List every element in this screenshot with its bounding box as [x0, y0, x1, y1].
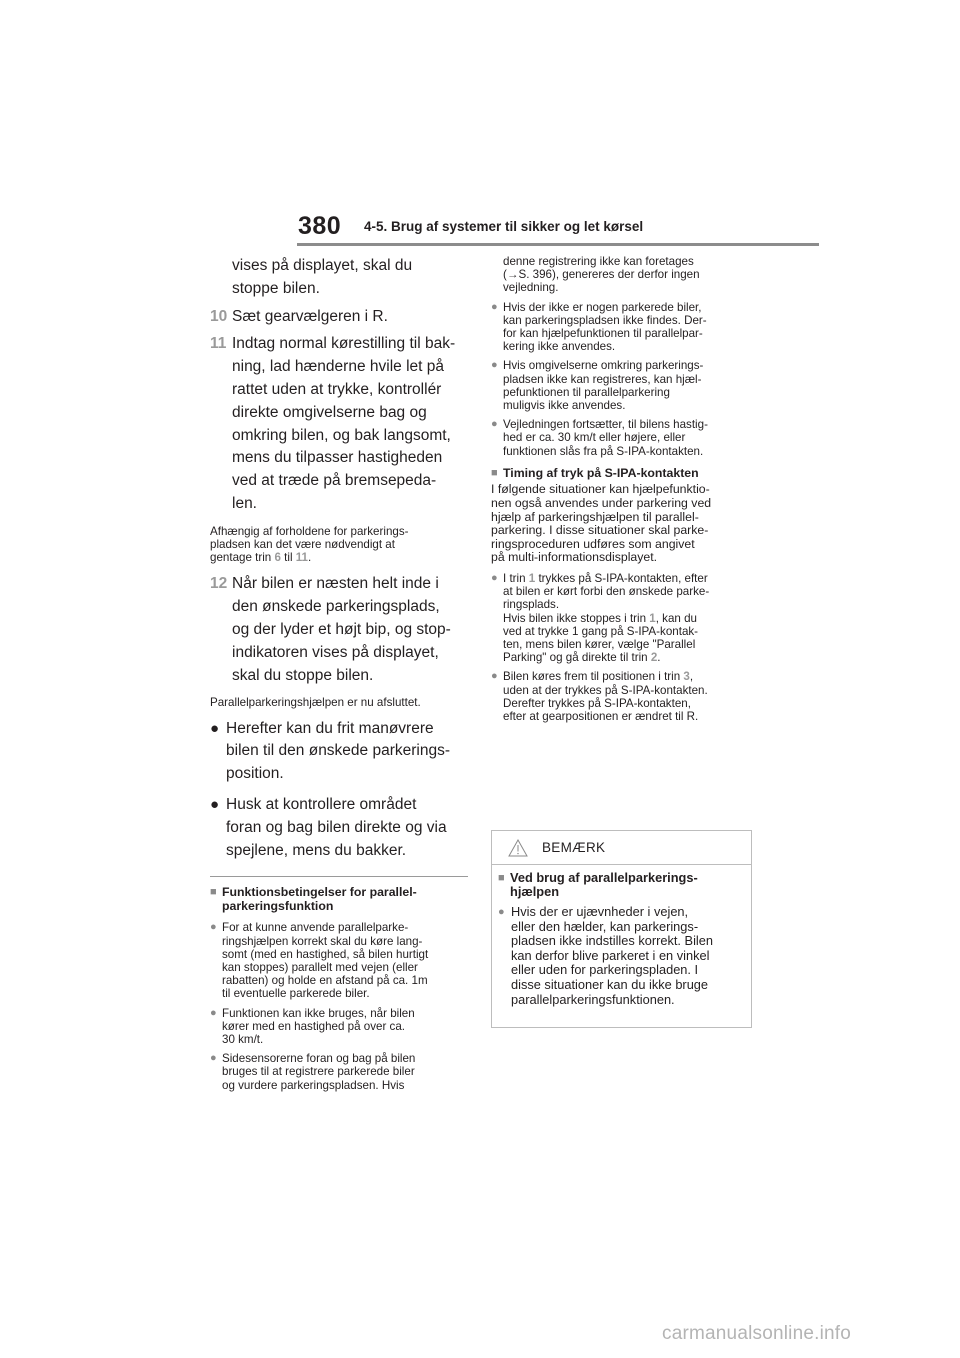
circle-marker: ●	[491, 300, 498, 313]
step-10: 10 Sæt gearvælgeren i R.	[210, 306, 468, 329]
watermark: carmanualsonline.info	[662, 1323, 852, 1344]
square-marker: ■	[491, 466, 498, 479]
continued-text: denne registrering ikke kan foretages (→S. 396), genereres der derfor ingen vejledning.	[503, 255, 700, 295]
condition-item: ● Hvis omgivelserne omkring parkerings- pladsen ikke kan registreres, kan hjæl- pefunktionen til parallelparkering muligvis ikke anvendes.	[491, 359, 704, 413]
circle-marker: ●	[210, 921, 217, 934]
header-rule	[297, 243, 819, 246]
section-title: 4-5. Brug af systemer til sikker og let kørsel	[364, 219, 644, 234]
square-marker: ■	[210, 886, 217, 899]
timing-item: ● I trin 1 trykkes på S-IPA-kontakten, efter at bilen er kørt forbi den ønskede parke- ringsplads. Hvis bilen ikke stoppes i trin 1, kan du ved at trykke 1 gang på S-IPA-kontak- ten, mens bilen kører, vælge "Parallel Parking" og gå direkte til trin 2.	[491, 571, 710, 665]
circle-marker: ●	[491, 418, 498, 431]
circle-marker: ●	[210, 1006, 217, 1019]
circle-marker: ●	[491, 670, 498, 683]
circle-marker: ●	[498, 906, 505, 918]
notice-section-heading: ■ Ved brug af parallelparkerings- hjælpen	[498, 870, 698, 899]
step-number: 12	[210, 575, 228, 593]
circle-marker: ●	[491, 571, 498, 584]
conditions-heading: ■ Funktionsbetingelser for parallel- parkeringsfunktion	[210, 885, 417, 913]
timing-heading: ■ Timing af tryk på S-IPA-kontakten	[491, 465, 699, 480]
notice-header	[492, 831, 751, 865]
section-divider	[210, 876, 468, 877]
circle-marker: ●	[491, 359, 498, 372]
right-column	[491, 255, 752, 723]
condition-item: ● Sidesensorerne foran og bag på bilen bruges til at registrere parkerede biler og vurdere parkeringspladsen. Hvis	[210, 1052, 416, 1092]
condition-item: ● For at kunne anvende parallelparke- ringshjælpen korrekt skal du køre lang- somt (med en hastighed, så bilen hurtigt kan stoppes) parallelt med vejen (eller rabatten) og holde en afstand på ca. 1m til eventuelle parkerede biler.	[210, 921, 429, 1001]
step-number: 10	[210, 307, 228, 325]
notice-box	[491, 830, 752, 1028]
bullet-item: ● Herefter kan du frit manøvrere bilen til den ønskede parkerings- position.	[210, 718, 468, 786]
notice-body	[492, 865, 751, 1007]
left-column	[210, 255, 468, 1092]
step-12: 12 Når bilen er næsten helt inde i den ønskede parkeringsplads, og der lyder et højt bip, og stop- indikatoren vises på displayet, skal du stoppe bilen.	[210, 573, 468, 687]
intro-text: vises på displayet, skal du stoppe bilen.	[232, 257, 413, 297]
completion-note: Parallelparkeringshjælpen er nu afsluttet.	[210, 696, 421, 710]
bullet-item: ● Husk at kontrollere området foran og bag bilen direkte og via spejlene, mens du bakker.	[210, 794, 468, 862]
condition-item: ● Funktionen kan ikke bruges, når bilen kører med en hastighed på over ca. 30 km/t.	[210, 1006, 415, 1046]
repeat-steps-note: Afhængig af forholdene for parkerings- pladsen kan det være nødvendigt at gentage trin 6 til 11.	[210, 524, 409, 565]
page-number: 380	[298, 212, 342, 240]
timing-item: ● Bilen køres frem til positionen i trin 3, uden at der trykkes på S-IPA-kontakten. Derefter trykkes på S-IPA-kontakten, efter at gearpositionen er ændret til R.	[491, 670, 708, 723]
timing-paragraph: I følgende situationer kan hjælpefunktio- nen også anvendes under parkering ved hjælp af parkeringshjælpen til parallel- parkering. I disse situationer skal parke- ringsproceduren udføres som angivet på multi-informationsdisplayet.	[491, 482, 712, 565]
step-11: 11 Indtag normal kørestilling til bak- ning, lad hænderne hvile let på rattet uden at trykke, kontrollér direkte omgivelserne bag og omkring bilen, og bak langsomt, mens du tilpasser hastigheden ved at træde på bremsepeda- len.	[210, 333, 468, 515]
circle-marker: ●	[210, 1052, 217, 1065]
notice-title: BEMÆRK	[542, 840, 606, 855]
warning-icon	[508, 839, 528, 857]
bullet-marker: ●	[210, 795, 220, 813]
condition-item: ● Vejledningen fortsætter, til bilens hastig- hed er ca. 30 km/t eller højere, eller funktionen slås fra på S-IPA-kontakten.	[491, 418, 708, 458]
notice-item: ● Hvis der er ujævnheder i vejen, eller den hælder, kan parkerings- pladsen ikke indstilles korrekt. Bilen kan derfor blive parkeret i en vinkel eller uden for parkeringspladen. I disse situationer kan du ikke bruge parallelparkeringsfunktionen.	[498, 904, 714, 1007]
step-number: 11	[210, 335, 227, 353]
condition-item: ● Hvis der ikke er nogen parkerede biler, kan parkeringspladsen ikke findes. Der- for kan hjælpefunktionen til parallelpar- kering ikke anvendes.	[491, 300, 707, 354]
bullet-marker: ●	[210, 719, 220, 737]
square-marker: ■	[498, 872, 505, 884]
